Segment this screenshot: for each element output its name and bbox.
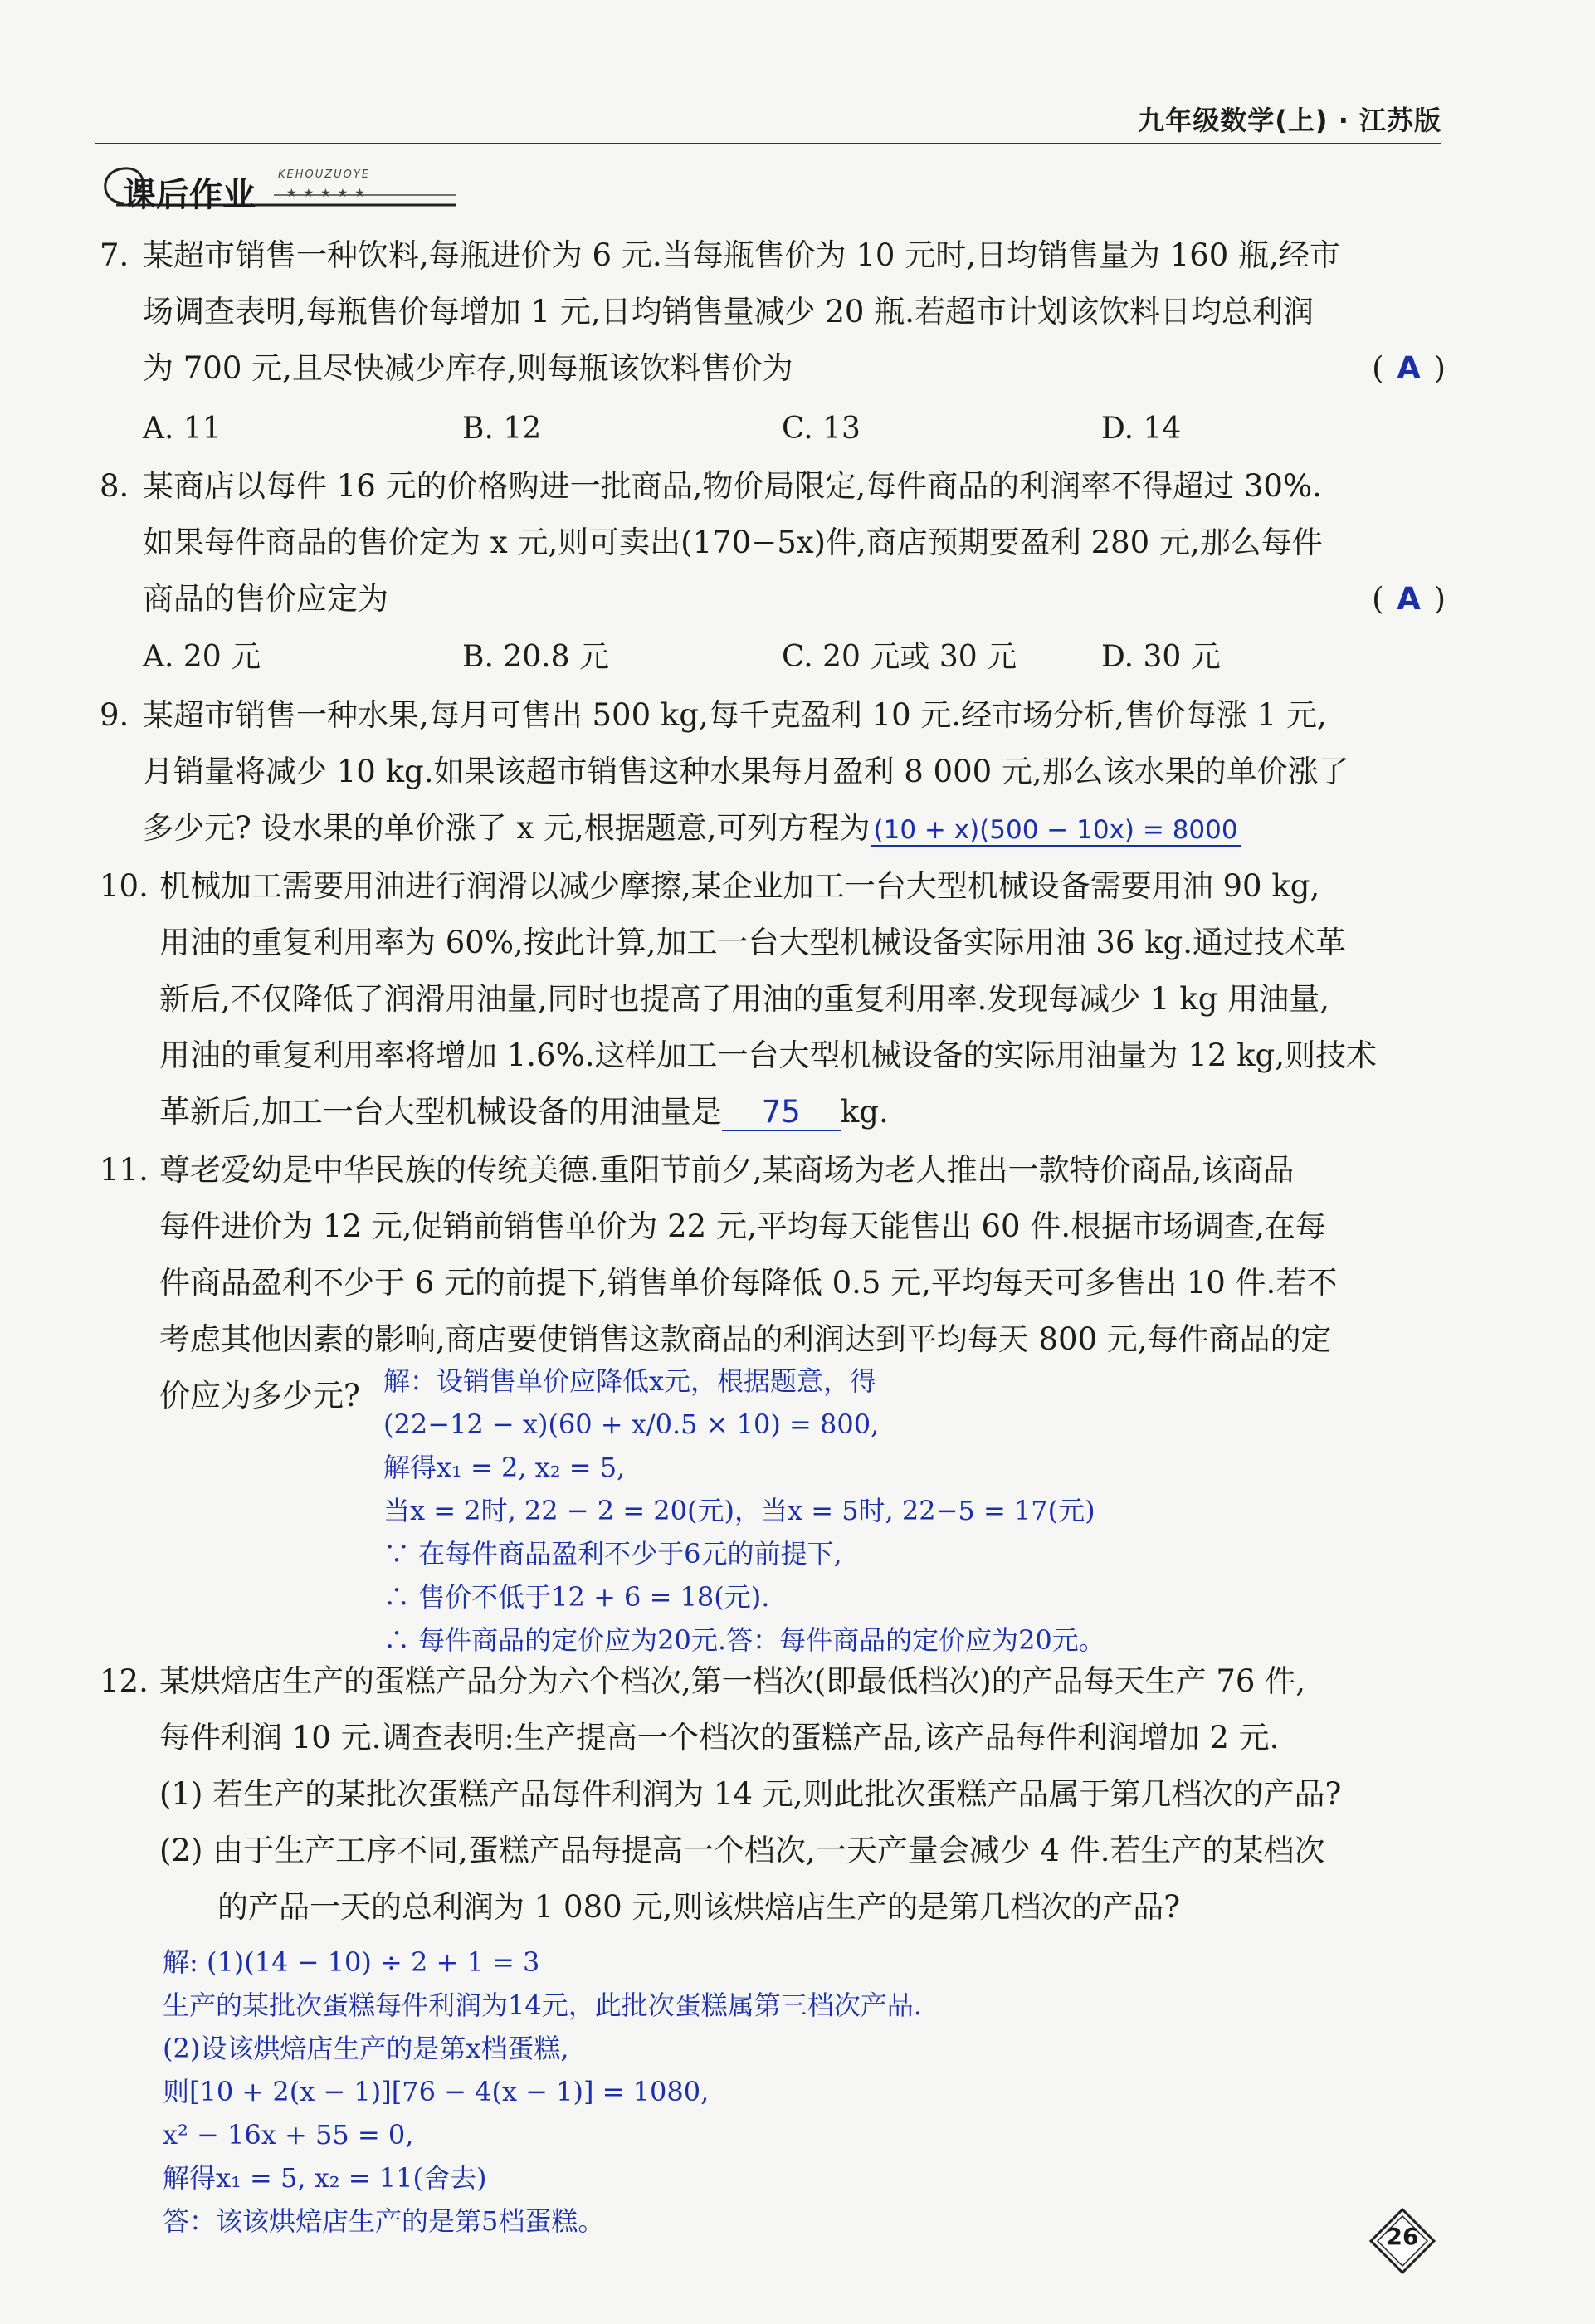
- option-a: A. 11: [143, 412, 222, 446]
- option-d: D. 30 元: [1101, 640, 1221, 674]
- solution-line: 答：该该烘焙店生产的是第5档蛋糕。: [163, 2205, 605, 2237]
- question-10: [100, 858, 1446, 1140]
- header-divider: [95, 143, 1441, 144]
- question-text: 每件进价为 12 元,促销前销售单价为 22 元,平均每天能售出 60 件.根据市场调查,在每: [159, 1208, 1326, 1244]
- solution-line: 当x = 2时, 22 − 2 = 20(元)，当x = 5时, 22−5 = 17(元): [383, 1495, 1095, 1526]
- question-text: 场调查表明,每瓶售价每增加 1 元,日均销售量减少 20 瓶.若超市计划该饮料日均总利润: [143, 294, 1314, 330]
- page-number: 26: [1386, 2223, 1419, 2250]
- option-a: A. 20 元: [143, 640, 261, 674]
- option-c: C. 20 元或 30 元: [782, 640, 1017, 674]
- handwritten-answer: A: [1397, 350, 1421, 386]
- solution-line: 解得x₁ = 2, x₂ = 5,: [383, 1452, 626, 1483]
- question-number: 8.: [100, 468, 129, 504]
- section-logo: [91, 154, 473, 220]
- handwritten-answer: A: [1397, 581, 1421, 617]
- question-text: 某超市销售一种饮料,每瓶进价为 6 元.当每瓶售价为 10 元时,日均销售量为 160 瓶,经市: [143, 237, 1340, 273]
- option-d: D. 14: [1101, 412, 1182, 446]
- solution-line: 解：设销售单价应降低x元，根据题意，得: [383, 1365, 877, 1397]
- unit-label: kg.: [840, 1094, 889, 1130]
- handwritten-answer: 75: [722, 1094, 841, 1131]
- book-title: 九年级数学(上) · 江苏版: [1138, 105, 1441, 136]
- question-text: 尊老爱幼是中华民族的传统美德.重阳节前夕,某商场为老人推出一款特价商品,该商品: [159, 1152, 1295, 1188]
- question-text: 价应为多少元?: [159, 1378, 360, 1413]
- q11-solution: [383, 1360, 1105, 1662]
- q12-sub2b: 的产品一天的总利润为 1 080 元,则该烘焙店生产的是第几档次的产品?: [217, 1889, 1181, 1925]
- question-number: 11.: [100, 1152, 149, 1188]
- question-8: [100, 458, 1446, 627]
- question-text: 件商品盈利不少于 6 元的前提下,销售单价每降低 0.5 元,平均每天可多售出 10 件.若不: [159, 1265, 1338, 1301]
- q12-solution: [163, 1941, 922, 2243]
- question-number: 7.: [100, 237, 129, 273]
- question-text: 革新后,加工一台大型机械设备的用油量是: [159, 1094, 722, 1130]
- page-number-badge: [1369, 2208, 1436, 2274]
- answer-bracket: ( A ): [1372, 571, 1446, 627]
- question-text: 商品的售价应定为: [143, 581, 388, 617]
- option-c: C. 13: [782, 412, 861, 446]
- solution-line: 解: (1)(14 − 10) ÷ 2 + 1 = 3: [163, 1946, 540, 1978]
- solution-line: 解得x₁ = 5, x₂ = 11(舍去): [163, 2162, 487, 2194]
- logo-text: 课后作业: [123, 176, 256, 214]
- logo-stars: ★★★★★: [286, 187, 372, 200]
- question-text: 新后,不仅降低了润滑用油量,同时也提高了用油的重复利用率.发现每减少 1 kg 用油量,: [159, 981, 1329, 1017]
- question-12: [100, 1653, 1446, 1766]
- solution-line: 生产的某批次蛋糕每件利润为14元，此批次蛋糕属第三档次产品.: [163, 1990, 922, 2021]
- answer-bracket: ( A ): [1372, 340, 1446, 397]
- logo-latin: KEHOUZUOYE: [278, 168, 371, 181]
- handwritten-answer: (10 + x)(500 − 10x) = 8000: [871, 815, 1241, 847]
- option-b: B. 20.8 元: [462, 640, 609, 674]
- question-text: 用油的重复利用率为 60%,按此计算,加工一台大型机械设备实际用油 36 kg.通过技术革: [159, 925, 1346, 960]
- solution-line: x² − 16x + 55 = 0,: [163, 2119, 414, 2151]
- question-text: 用油的重复利用率将增加 1.6%.这样加工一台大型机械设备的实际用油量为 12 kg,则技术: [159, 1038, 1377, 1073]
- question-text: 机械加工需要用油进行润滑以减少摩擦,某企业加工一台大型机械设备需要用油 90 kg,: [159, 868, 1320, 904]
- question-text: 如果每件商品的售价定为 x 元,则可卖出(170−5x)件,商店预期要盈利 280 元,那么每件: [143, 525, 1323, 560]
- question-text: 为 700 元,且尽快减少库存,则每瓶该饮料售价为: [143, 350, 793, 386]
- question-text: 某烘焙店生产的蛋糕产品分为六个档次,第一档次(即最低档次)的产品每天生产 76 件,: [159, 1663, 1305, 1699]
- solution-line: 则[10 + 2(x − 1)][76 − 4(x − 1)] = 1080,: [163, 2076, 710, 2107]
- question-text: 考虑其他因素的影响,商店要使销售这款商品的利润达到平均每天 800 元,每件商品的定: [159, 1321, 1332, 1357]
- solution-line: (22−12 − x)(60 + x/0.5 × 10) = 800,: [383, 1409, 880, 1440]
- solution-line: ∵ 在每件商品盈利不少于6元的前提下,: [383, 1538, 842, 1570]
- q12-sub2a: (2) 由于生产工序不同,蛋糕产品每提高一个档次,一天产量会减少 4 件.若生产的某档次: [159, 1833, 1325, 1868]
- solution-line: ∴ 每件商品的定价应为20元.答：每件商品的定价应为20元。: [383, 1624, 1105, 1656]
- option-b: B. 12: [462, 412, 542, 446]
- solution-line: (2)设该烘焙店生产的是第x档蛋糕,: [163, 2033, 569, 2064]
- question-text: 多少元? 设水果的单价涨了 x 元,根据题意,可列方程为: [143, 810, 871, 846]
- solution-line: ∴ 售价不低于12 + 6 = 18(元).: [383, 1581, 770, 1613]
- question-9: [100, 687, 1446, 858]
- question-number: 9.: [100, 697, 129, 733]
- question-text: 某商店以每件 16 元的价格购进一批商品,物价局限定,每件商品的利润率不得超过 30%.: [143, 468, 1322, 504]
- q12-sub1: (1) 若生产的某批次蛋糕产品每件利润为 14 元,则此批次蛋糕产品属于第几档次的产品?: [159, 1776, 1342, 1812]
- question-text: 月销量将减少 10 kg.如果该超市销售这种水果每月盈利 8 000 元,那么该水果的单价涨了: [143, 754, 1349, 789]
- question-7: [100, 227, 1446, 397]
- question-number: 10.: [100, 868, 149, 904]
- question-text: 每件利润 10 元.调查表明:生产提高一个档次的蛋糕产品,该产品每件利润增加 2 元.: [159, 1720, 1280, 1755]
- question-number: 12.: [100, 1663, 149, 1699]
- question-text: 某超市销售一种水果,每月可售出 500 kg,每千克盈利 10 元.经市场分析,售价每涨 1 元,: [143, 697, 1327, 733]
